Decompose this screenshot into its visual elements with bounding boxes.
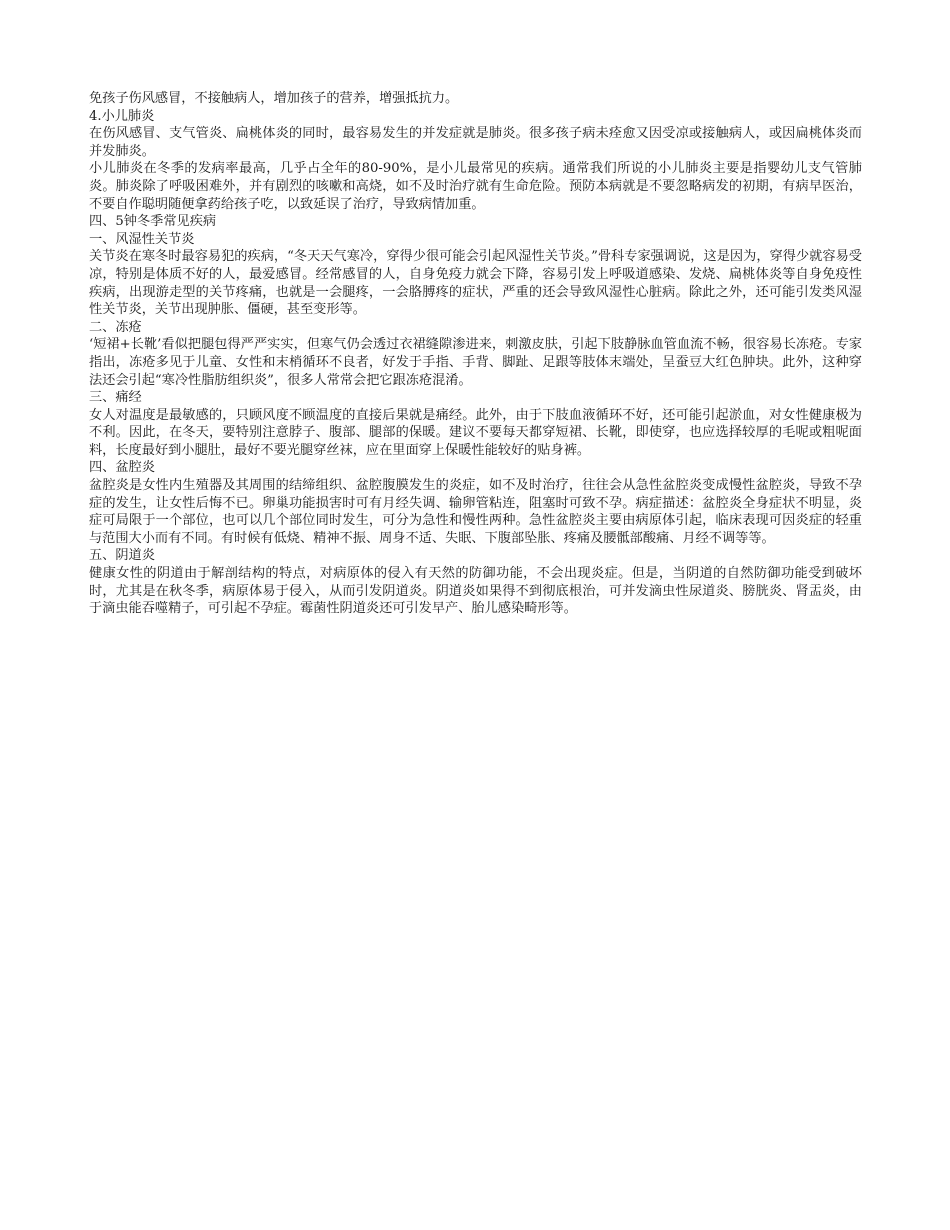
arthritis-heading: 一、风湿性关节炎: [89, 231, 195, 247]
pneumonia-heading: 4.小儿肺炎: [89, 108, 155, 124]
dysmenorrhea-paragraph: 女人对温度是最敏感的，只顾风度不顾温度的直接后果就是痛经。此外，由于下肢血液循环不好，还可能引起淤血，对女性健康极为不利。因此，在冬天，要特别注意脖子、腹部、腿部的保暖。建议不要每天都穿短裙、长靴，即使穿，也应选择较厚的毛呢或粗呢面料，长度最好到小腿肚，最好不要光腿穿丝袜，应在里面穿上保暖性能较好的贴身裤。: [89, 407, 862, 458]
part-four-heading: 四、5钟冬季常见疾病: [89, 214, 217, 230]
chilblain-heading: 二、冻疮: [89, 319, 142, 335]
pneumonia-paragraph-2: 小儿肺炎在冬季的发病率最高，几乎占全年的80-90%，是小儿最常见的疾病。通常我们所说的小儿肺炎主要是指婴幼儿支气管肺炎。肺炎除了呼吸困难外，并有剧烈的咳嗽和高烧，如不及时治疗就有生命危险。预防本病就是不要忽略病发的初期，有病早医治，不要自作聪明随便拿药给孩子吃，以致延误了治疗，导致病情加重。: [89, 161, 862, 212]
arthritis-paragraph: 关节炎在寒冬时最容易犯的疾病，“冬天天气寒冷，穿得少很可能会引起风湿性关节炎。”骨科专家强调说，这是因为，穿得少就容易受凉，特别是体质不好的人，最爱感冒。经常感冒的人，自身免疫力就会下降，容易引发上呼吸道感染、发烧、扁桃体炎等自身免疫性疾病，出现游走型的关节疼痛，也就是一会腿疼，一会胳膊疼的症状，严重的还会导致风湿性心脏病。除此之外，还可能引发类风湿性关节炎，关节出现肿胀、僵硬，甚至变形等。: [89, 249, 862, 318]
chilblain-paragraph: ‘短裙+长靴’看似把腿包得严严实实，但寒气仍会透过衣裙缝隙渗进来，刺激皮肤，引起下肢静脉血管血流不畅，很容易长冻疮。专家指出，冻疮多见于儿童、女性和末梢循环不良者，好发于手指、手背、脚趾、足跟等肢体末端处，呈蚕豆大红色肿块。此外，这种穿法还会引起“寒冷性脂肪组织炎”，很多人常常会把它跟冻疮混淆。: [89, 337, 862, 388]
pelvic-inflammation-heading: 四、盆腔炎: [89, 460, 155, 476]
pneumonia-paragraph-1: 在伤风感冒、支气管炎、扁桃体炎的同时，最容易发生的并发症就是肺炎。很多孩子病未痊愈又因受凉或接触病人，或因扁桃体炎而并发肺炎。: [89, 126, 862, 159]
document-page: [89, 90, 862, 618]
pelvic-inflammation-paragraph: 盆腔炎是女性内生殖器及其周围的结缔组织、盆腔腹膜发生的炎症，如不及时治疗，往往会从急性盆腔炎变成慢性盆腔炎，导致不孕症的发生，让女性后悔不已。卵巢功能损害时可有月经失调、输卵管粘连，阻塞时可致不孕。病症描述：盆腔炎全身症状不明显，炎症可局限于一个部位，也可以几个部位同时发生，可分为急性和慢性两种。急性盆腔炎主要由病原体引起，临床表现可因炎症的轻重与范围大小而有不同。有时候有低烧、精神不振、周身不适、失眠、下腹部坠胀、疼痛及腰骶部酸痛、月经不调等等。: [89, 478, 862, 546]
intro-tail-text: 免孩子伤风感冒，不接触病人，增加孩子的营养，增强抵抗力。: [89, 91, 459, 106]
vaginitis-paragraph: 健康女性的阴道由于解剖结构的特点，对病原体的侵入有天然的防御功能，不会出现炎症。但是，当阴道的自然防御功能受到破坏时，尤其是在秋冬季，病原体易于侵入，从而引发阴道炎。阴道炎如果得不到彻底根治，可并发滴虫性尿道炎、膀胱炎、肾盂炎，由于滴虫能吞噬精子，可引起不孕症。霉菌性阴道炎还可引发早产、胎儿感染畸形等。: [89, 566, 862, 617]
dysmenorrhea-heading: 三、痛经: [89, 390, 142, 406]
vaginitis-heading: 五、阴道炎: [89, 548, 155, 564]
